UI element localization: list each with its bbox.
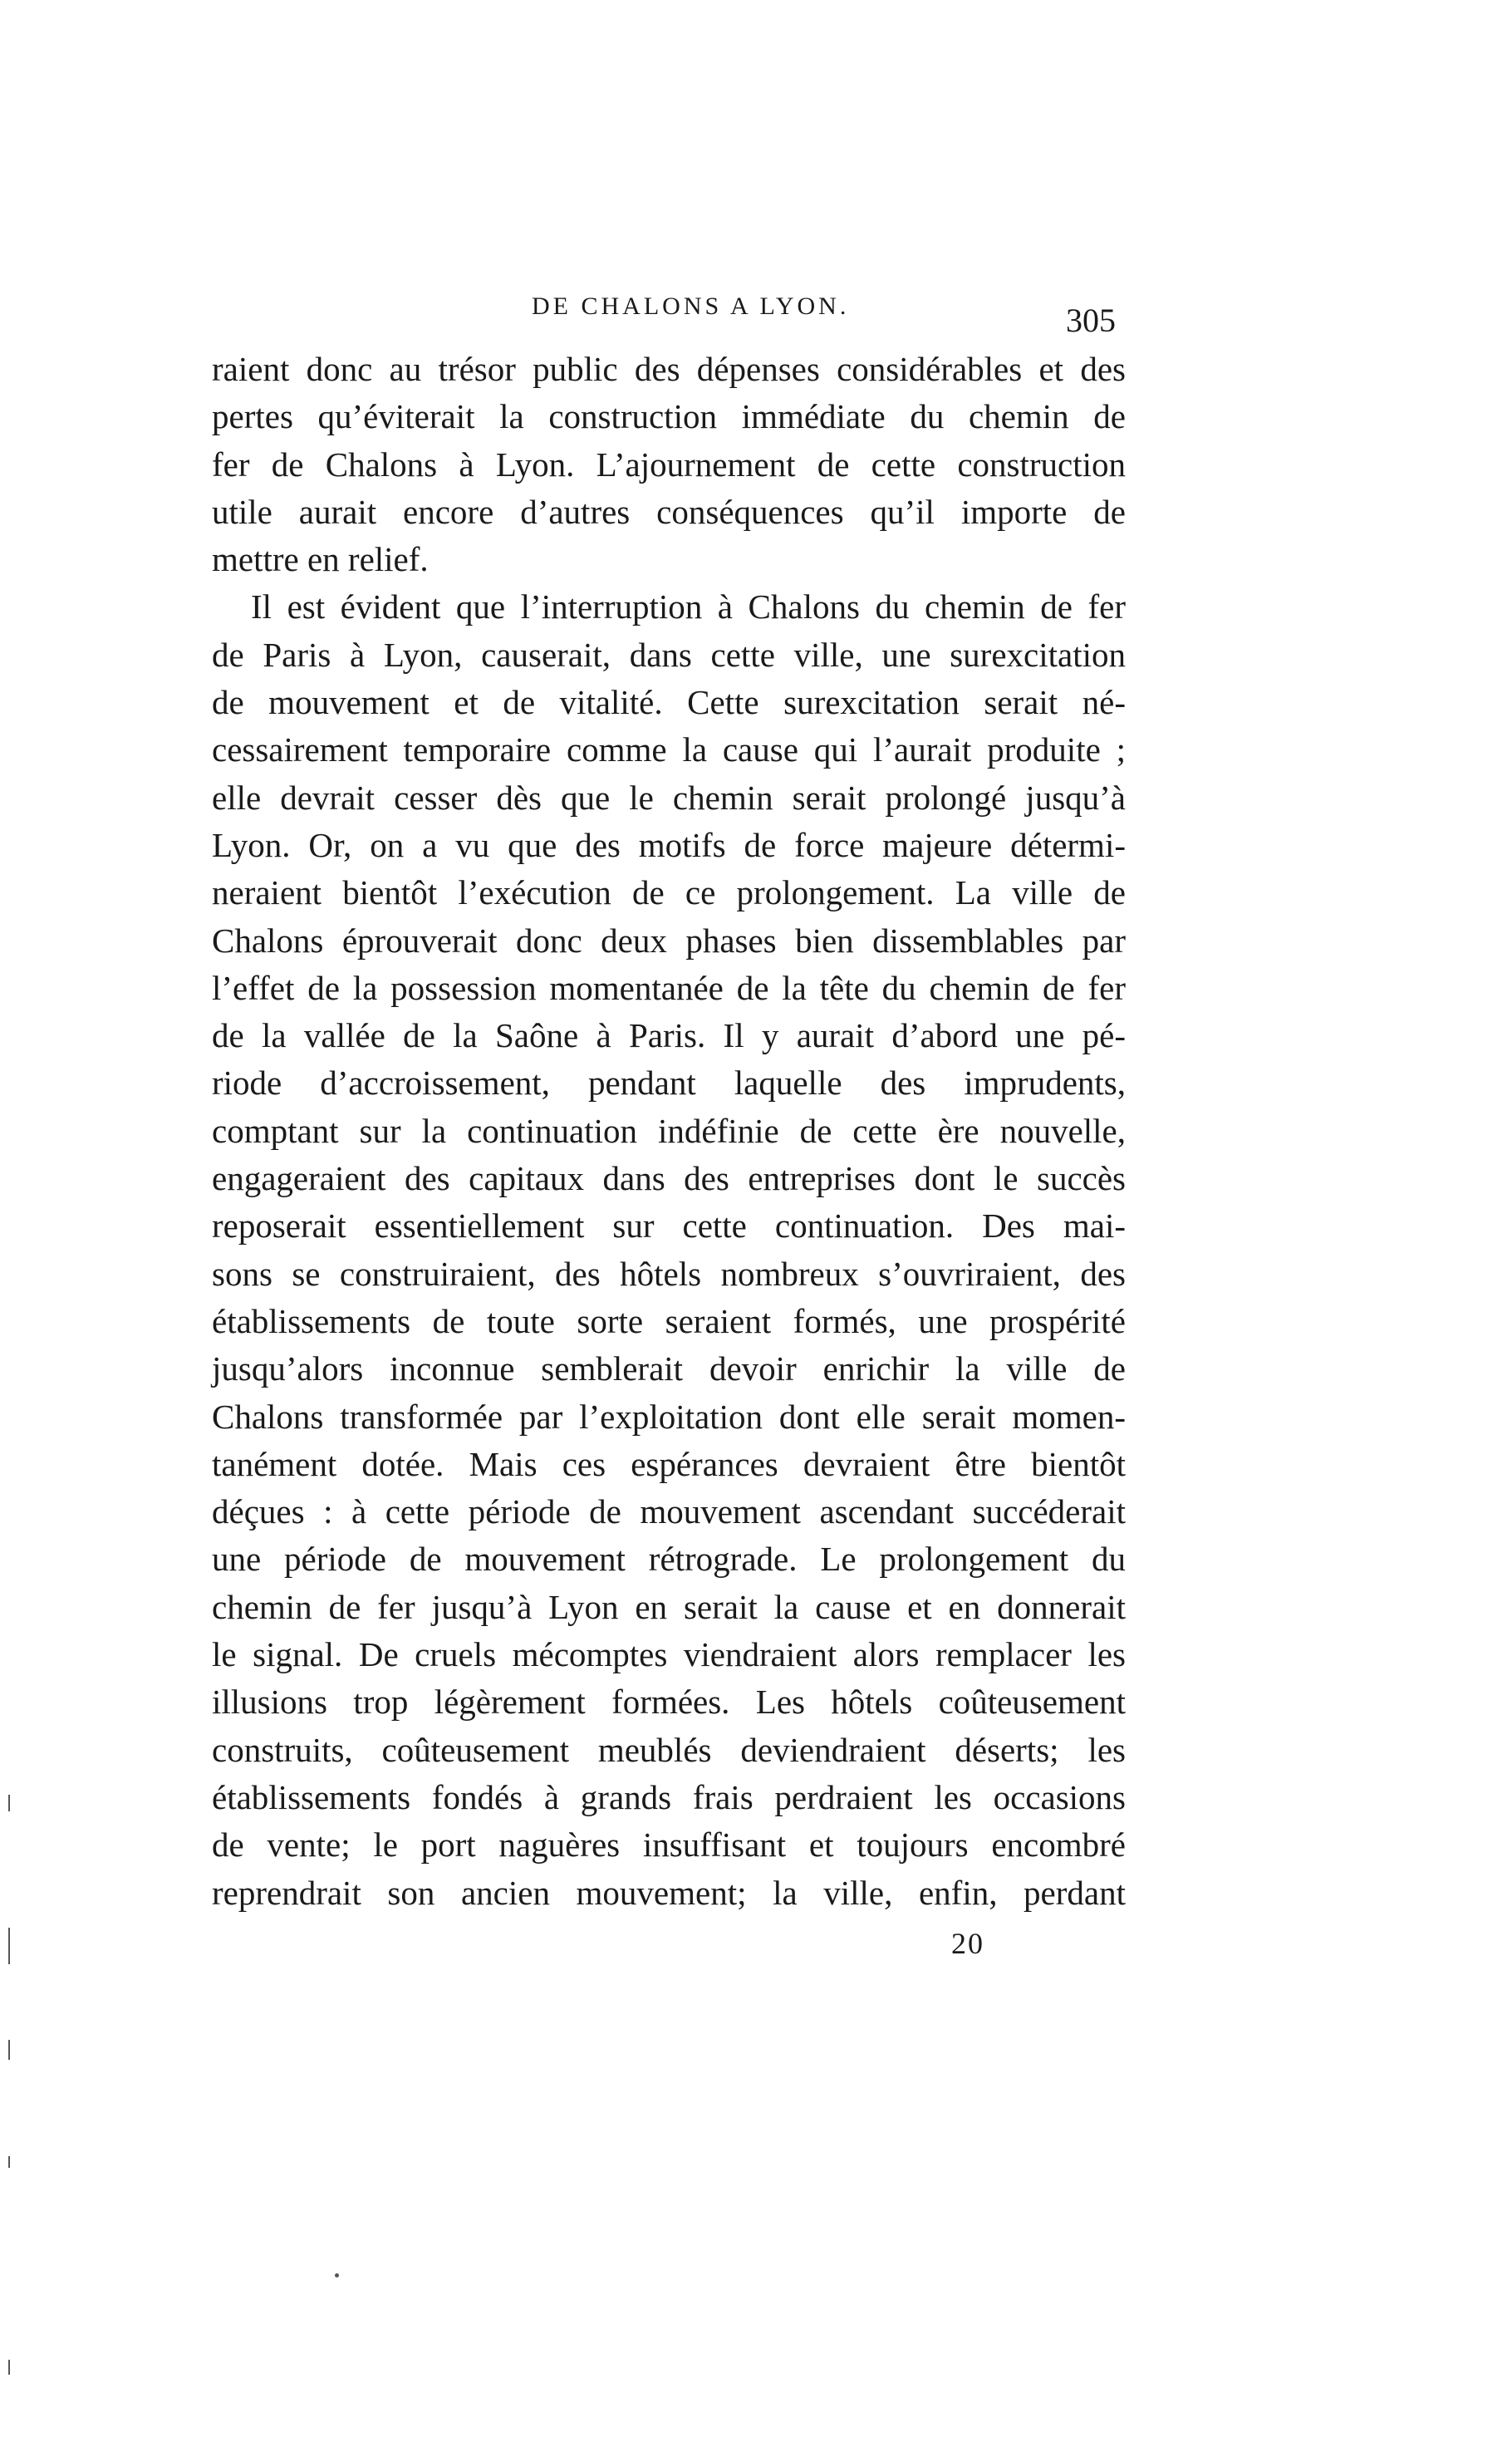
text-line: chemin de fer jusqu’à Lyon en serait la cause et en donnerait	[212, 1587, 1126, 1626]
text-line: établissements de toute sorte seraient formés, une prospérité	[212, 1301, 1126, 1340]
text-line: le signal. De cruels mécomptes viendraient alors remplacer les	[212, 1635, 1126, 1674]
page-number: 305	[1066, 302, 1116, 339]
text-line: Chalons éprouverait donc deux phases bien dissemblables par	[212, 921, 1126, 960]
scan-artifact	[8, 1928, 10, 1964]
text-line: de la vallée de la Saône à Paris. Il y aurait d’abord une pé-	[212, 1016, 1126, 1055]
text-line: utile aurait encore d’autres conséquences qu’il importe de	[212, 492, 1126, 531]
text-line: illusions trop légèrement formées. Les hôtels coûteusement	[212, 1683, 1126, 1722]
text-line: Chalons transformée par l’exploitation dont elle serait momen-	[212, 1397, 1126, 1436]
text-line: Lyon. Or, on a vu que des motifs de force majeure détermi-	[212, 825, 1126, 864]
text-line: déçues : à cette période de mouvement ascendant succéderait	[212, 1492, 1126, 1531]
scan-artifact	[335, 2273, 339, 2277]
text-line: sons se construiraient, des hôtels nombreux s’ouvriraient, des	[212, 1254, 1126, 1293]
text-line: de mouvement et de vitalité. Cette surexcitation serait né-	[212, 683, 1126, 722]
text-line: pertes qu’éviterait la construction immédiate du chemin de	[212, 397, 1126, 436]
body-text	[212, 346, 1126, 1917]
scan-artifact	[8, 2156, 10, 2168]
running-title: DE CHALONS A LYON.	[532, 292, 850, 320]
text-line: reposerait essentiellement sur cette continuation. Des mai-	[212, 1206, 1126, 1246]
text-line: construits, coûteusement meublés deviendraient déserts; les	[212, 1730, 1126, 1769]
text-line: cessairement temporaire comme la cause qui l’aurait produite ;	[212, 730, 1126, 769]
text-line: elle devrait cesser dès que le chemin serait prolongé jusqu’à	[212, 778, 1126, 817]
text-line: reprendrait son ancien mouvement; la ville, enfin, perdant	[212, 1873, 1126, 1912]
text-line: établissements fondés à grands frais perdraient les occasions	[212, 1777, 1126, 1816]
text-line: comptant sur la continuation indéfinie de cette ère nouvelle,	[212, 1111, 1126, 1150]
scan-artifact	[8, 1795, 10, 1811]
scan-artifact	[8, 2360, 10, 2375]
text-line: de Paris à Lyon, causerait, dans cette ville, une surexcitation	[212, 635, 1126, 674]
scan-artifact	[8, 2040, 10, 2060]
text-line: fer de Chalons à Lyon. L’ajournement de cette construction	[212, 445, 1126, 484]
text-line: mettre en relief.	[212, 540, 429, 579]
text-line: tanément dotée. Mais ces espérances devraient être bientôt	[212, 1444, 1126, 1483]
text-line: engageraient des capitaux dans des entreprises dont le succès	[212, 1159, 1126, 1198]
text-line: Il est évident que l’interruption à Chalons du chemin de fer	[251, 587, 1126, 626]
text-line: de vente; le port naguères insuffisant et toujours encombré	[212, 1825, 1126, 1865]
signature-mark: 20	[951, 1927, 984, 1960]
text-line: une période de mouvement rétrograde. Le prolongement du	[212, 1540, 1126, 1579]
text-line: jusqu’alors inconnue semblerait devoir enrichir la ville de	[212, 1349, 1126, 1388]
text-line: riode d’accroissement, pendant laquelle des imprudents,	[212, 1064, 1126, 1103]
text-line: neraient bientôt l’exécution de ce prolongement. La ville de	[212, 873, 1126, 912]
text-line: raient donc au trésor public des dépenses considérables et des	[212, 350, 1126, 388]
text-line: l’effet de la possession momentanée de la tête du chemin de fer	[212, 968, 1126, 1007]
